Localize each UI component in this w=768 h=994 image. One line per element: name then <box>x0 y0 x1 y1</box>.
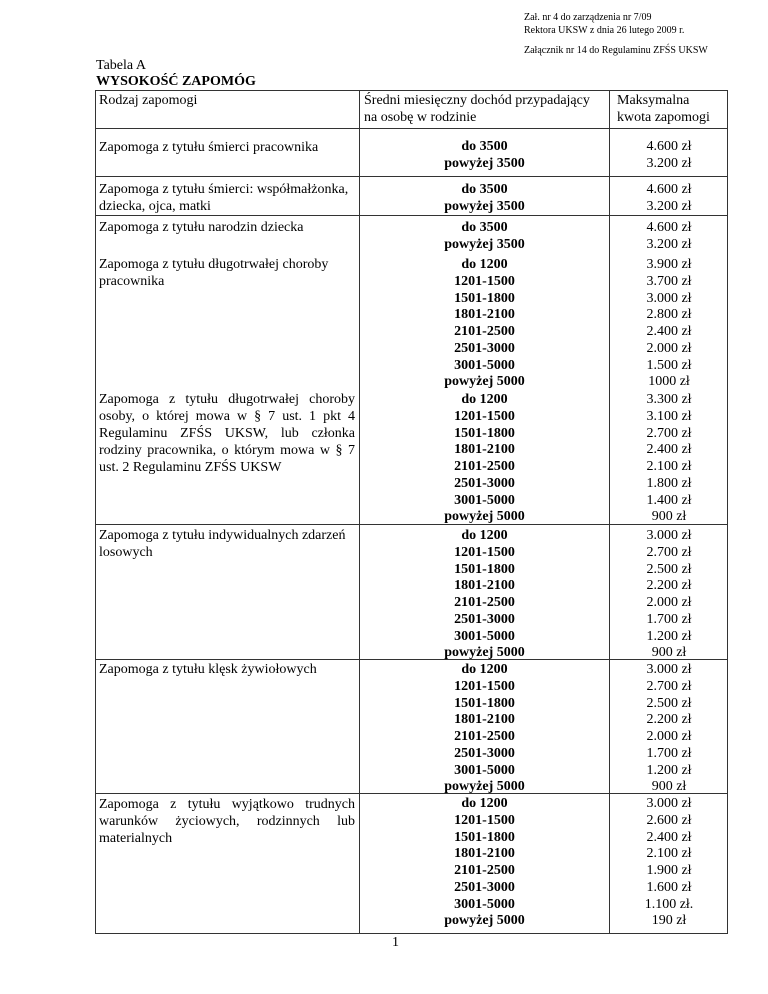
income-bracket: powyżej 5000 <box>444 645 525 661</box>
income-bracket: 1801-2100 <box>454 712 515 728</box>
max-amount: 2.500 zł <box>646 561 692 577</box>
max-amount: 3.900 zł <box>646 257 692 272</box>
max-amount: 1.200 zł <box>646 628 692 644</box>
header-line-2: Rektora UKSW z dnia 26 lutego 2009 r. <box>524 25 685 36</box>
income-bracket: 1501-1800 <box>454 695 515 711</box>
income-bracket: 3001-5000 <box>454 628 515 644</box>
income-bracket: 1201-1500 <box>454 544 515 560</box>
income-bracket: do 1200 <box>461 528 508 543</box>
income-bracket: powyżej 3500 <box>444 198 525 214</box>
max-amount: 900 zł <box>651 509 687 525</box>
income-bracket: 1501-1800 <box>454 829 515 845</box>
max-amount: 2.400 zł <box>646 829 692 845</box>
income-bracket: 3001-5000 <box>454 896 515 912</box>
page-number: 1 <box>392 935 399 950</box>
income-bracket: 1501-1800 <box>454 425 515 441</box>
max-amount: 4.600 zł <box>646 182 692 197</box>
max-amount: 2.100 zł <box>646 846 692 862</box>
max-amount: 2.700 zł <box>646 425 692 441</box>
max-amount: 3.000 zł <box>646 662 692 677</box>
category-label: Zapomoga z tytułu indywidualnych zdarzeń losowych <box>99 528 346 560</box>
max-amount: 1.900 zł <box>646 863 692 878</box>
allowance-table <box>95 90 728 934</box>
max-amount: 1.700 zł <box>646 745 692 761</box>
row-separator <box>96 128 727 129</box>
income-bracket: 2101-2500 <box>454 863 515 878</box>
row-separator <box>96 176 727 177</box>
income-bracket: powyżej 5000 <box>444 913 525 929</box>
income-bracket: 1801-2100 <box>454 578 515 594</box>
income-bracket: powyżej 5000 <box>444 509 525 525</box>
income-bracket: 2101-2500 <box>454 729 515 744</box>
income-bracket: 3001-5000 <box>454 492 515 508</box>
max-amount: 2.400 zł <box>646 324 692 339</box>
max-amount: 1.400 zł <box>646 492 692 508</box>
income-bracket: 1201-1500 <box>454 273 515 289</box>
max-amount: 2.000 zł <box>646 595 692 610</box>
category-label: Zapomoga z tytułu klęsk żywiołowych <box>99 662 317 677</box>
header-line-1: Zał. nr 4 do zarządzenia nr 7/09 <box>524 12 652 23</box>
income-bracket: do 1200 <box>461 796 508 811</box>
max-amount: 4.600 zł <box>646 220 692 235</box>
category-label: Zapomoga z tytułu śmierci pracownika <box>99 140 319 155</box>
table-title: WYSOKOŚĆ ZAPOMÓG <box>96 74 256 89</box>
income-bracket: 1201-1500 <box>454 812 515 828</box>
max-amount: 2.700 zł <box>646 544 692 560</box>
income-bracket: do 3500 <box>461 220 508 235</box>
income-bracket: 1201-1500 <box>454 678 515 694</box>
income-bracket: 2501-3000 <box>454 340 515 356</box>
max-amount: 3.000 zł <box>646 528 692 543</box>
income-bracket: 2101-2500 <box>454 595 515 610</box>
income-bracket: powyżej 3500 <box>444 236 525 252</box>
max-amount: 1.500 zł <box>646 357 692 373</box>
max-amount: 3.700 zł <box>646 273 692 289</box>
max-amount: 2.100 zł <box>646 459 692 474</box>
max-amount: 2.000 zł <box>646 729 692 744</box>
max-amount: 2.200 zł <box>646 578 692 594</box>
income-bracket: do 3500 <box>461 182 508 197</box>
max-amount: 900 zł <box>651 645 687 661</box>
max-amount: 2.200 zł <box>646 712 692 728</box>
max-amount: 1.200 zł <box>646 762 692 778</box>
income-bracket: 1801-2100 <box>454 307 515 323</box>
income-bracket: 2501-3000 <box>454 879 515 895</box>
max-amount: 3.300 zł <box>646 392 692 407</box>
income-bracket: powyżej 3500 <box>444 155 525 171</box>
max-amount: 1.800 zł <box>646 475 692 491</box>
max-amount: 3.000 zł <box>646 796 692 811</box>
max-amount: 1.700 zł <box>646 611 692 627</box>
max-amount: 1.600 zł <box>646 879 692 895</box>
max-amount: 3.200 zł <box>646 198 692 214</box>
max-amount: 3.100 zł <box>646 408 692 424</box>
column-header-type: Rodzaj zapomogi <box>99 93 198 108</box>
max-amount: 3.200 zł <box>646 155 692 171</box>
category-label: Zapomoga z tytułu wyjątkowo trudnych warunków życiowych, rodzinnych lub materialnych <box>99 797 355 846</box>
row-separator <box>96 215 727 216</box>
income-bracket: 1501-1800 <box>454 561 515 577</box>
income-bracket: 2101-2500 <box>454 324 515 339</box>
column-header-amount: Maksymalna kwota zapomogi <box>617 93 710 125</box>
max-amount: 2.800 zł <box>646 307 692 323</box>
income-bracket: 2501-3000 <box>454 611 515 627</box>
max-amount: 2.000 zł <box>646 340 692 356</box>
max-amount: 4.600 zł <box>646 139 692 154</box>
max-amount: 190 zł <box>651 913 687 929</box>
income-bracket: 3001-5000 <box>454 762 515 778</box>
category-label: Zapomoga z tytułu długotrwałej choroby osoby, o której mowa w § 7 ust. 1 pkt 4 Regulaminu ZFŚS UKSW, lub członka rodziny pracownika, o którym mowa w § 7 ust. 2 Regulaminu ZFŚS UKSW <box>99 392 355 475</box>
income-bracket: 2501-3000 <box>454 745 515 761</box>
max-amount: 2.400 zł <box>646 442 692 458</box>
income-bracket: 3001-5000 <box>454 357 515 373</box>
income-bracket: do 1200 <box>461 392 508 407</box>
income-bracket: powyżej 5000 <box>444 374 525 390</box>
category-label: Zapomoga z tytułu śmierci: współmałżonka, dziecka, ojca, matki <box>99 182 349 214</box>
income-bracket: powyżej 5000 <box>444 779 525 795</box>
income-bracket: 1201-1500 <box>454 408 515 424</box>
income-bracket: do 3500 <box>461 139 508 154</box>
max-amount: 2.700 zł <box>646 678 692 694</box>
max-amount: 2.500 zł <box>646 695 692 711</box>
column-header-income: Średni miesięczny dochód przypadający na osobę w rodzinie <box>364 93 590 125</box>
income-bracket: 1801-2100 <box>454 846 515 862</box>
max-amount: 1000 zł <box>648 374 690 390</box>
income-bracket: 2501-3000 <box>454 475 515 491</box>
category-label: Zapomoga z tytułu narodzin dziecka <box>99 220 304 235</box>
max-amount: 1.100 zł. <box>644 896 694 912</box>
table-label: Tabela A <box>96 58 146 73</box>
max-amount: 900 zł <box>651 779 687 795</box>
max-amount: 3.200 zł <box>646 236 692 252</box>
income-bracket: 2101-2500 <box>454 459 515 474</box>
income-bracket: do 1200 <box>461 257 508 272</box>
max-amount: 3.000 zł <box>646 290 692 306</box>
category-label: Zapomoga z tytułu długotrwałej choroby pracownika <box>99 257 329 289</box>
max-amount: 2.600 zł <box>646 812 692 828</box>
income-bracket: 1501-1800 <box>454 290 515 306</box>
header-line-3: Załącznik nr 14 do Regulaminu ZFŚS UKSW <box>524 45 708 56</box>
income-bracket: 1801-2100 <box>454 442 515 458</box>
income-bracket: do 1200 <box>461 662 508 677</box>
